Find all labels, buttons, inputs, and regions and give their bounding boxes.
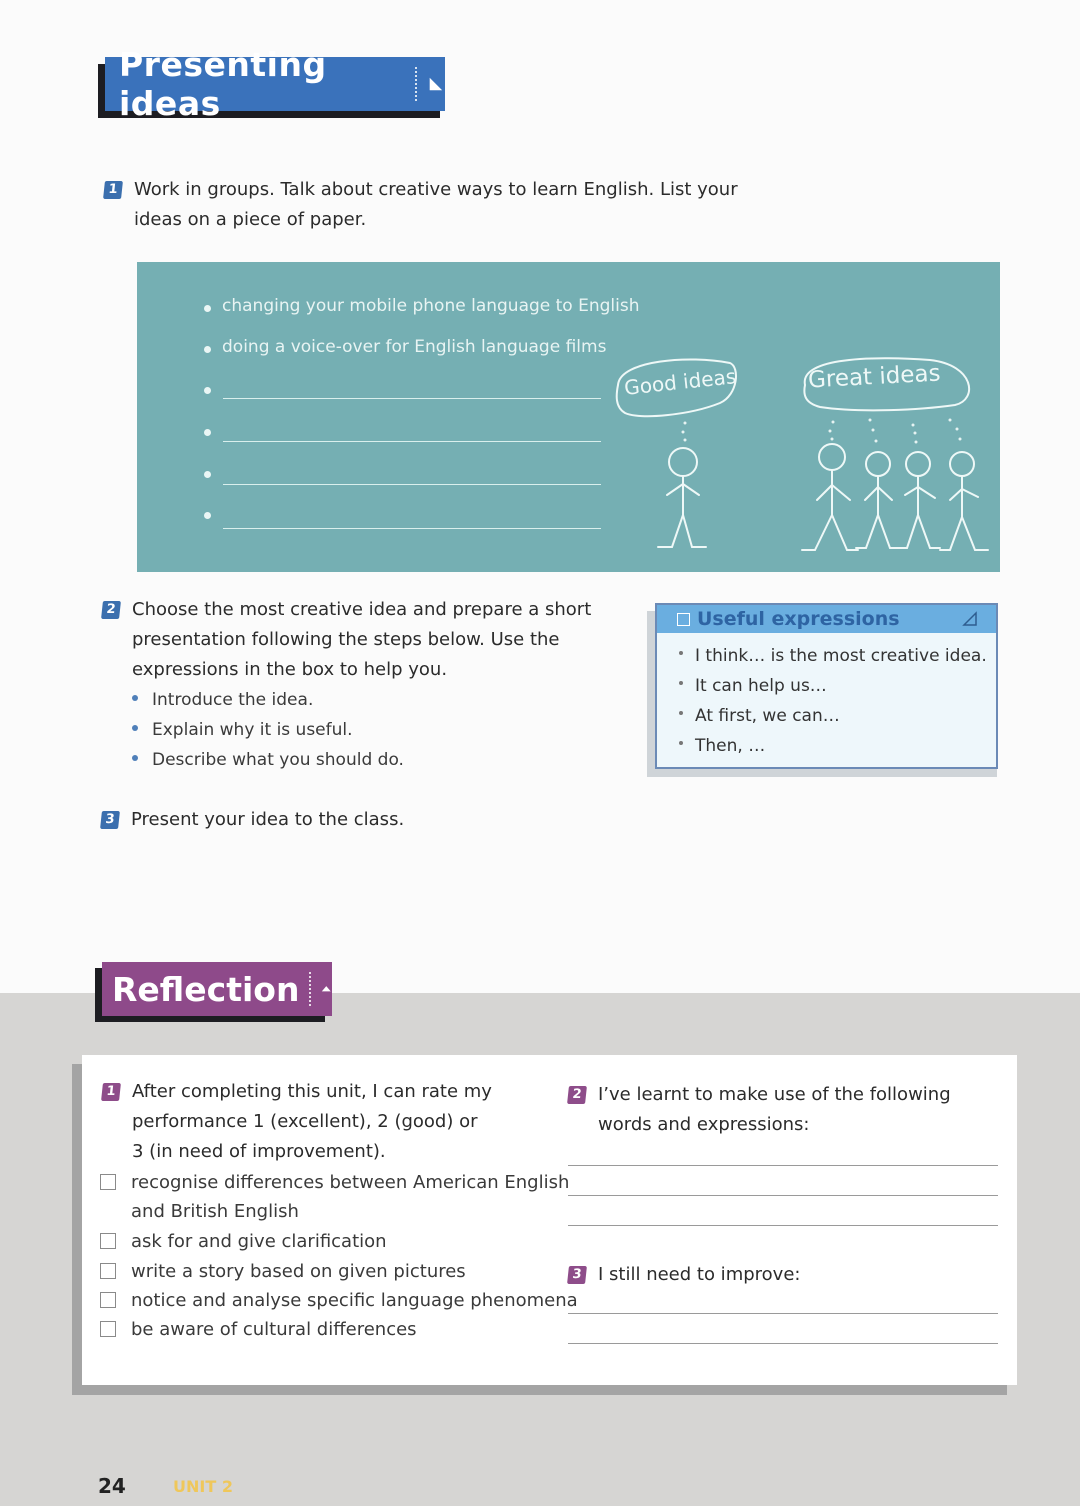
- bullet-dot: [132, 725, 138, 731]
- exercise-3: [104, 805, 631, 835]
- exercise-2-line: Choose the most creative idea and prepare a short: [132, 599, 592, 620]
- useful-expressions-box: [655, 603, 998, 769]
- reflection-question-1: [105, 1077, 552, 1167]
- exercise-2-line: presentation following the steps below. Use the: [132, 629, 560, 650]
- bullet-dot: [679, 711, 683, 715]
- presenting-ideas-banner: [105, 45, 445, 123]
- useful-expressions-title: Useful expressions: [697, 608, 900, 630]
- section-title: Reflection: [112, 969, 300, 1009]
- exercise-3-text: Present your idea to the class.: [131, 809, 405, 830]
- blank-answer-line[interactable]: [223, 398, 601, 399]
- square-icon: [677, 613, 690, 626]
- expression-item: [679, 731, 996, 761]
- exercise-1-line1: Work in groups. Talk about creative ways to learn English. List your: [134, 179, 738, 200]
- checklist-item[interactable]: [100, 1227, 387, 1256]
- checklist-label: notice and analyse specific language phenomena: [131, 1290, 578, 1311]
- question-number-badge: 1: [101, 1083, 121, 1101]
- question-1-line: After completing this unit, I can rate my: [132, 1081, 492, 1102]
- expression-item: [679, 701, 996, 731]
- bullet-dot: [204, 512, 211, 519]
- step-text: Explain why it is useful.: [152, 720, 353, 740]
- triangle-up-icon: [321, 980, 332, 998]
- reflection-question-3: [571, 1260, 998, 1290]
- question-1-line: 3 (in need of improvement).: [132, 1141, 386, 1162]
- blank-answer-line[interactable]: [223, 484, 601, 485]
- checklist-item[interactable]: [100, 1257, 466, 1286]
- expression-item: [679, 671, 996, 701]
- checklist-label: recognise differences between American English: [131, 1172, 570, 1193]
- bullet-dot: [204, 305, 211, 312]
- bubble-text-great: Great ideas: [807, 360, 942, 394]
- answer-line[interactable]: [568, 1225, 998, 1226]
- board-item: changing your mobile phone language to English: [222, 296, 640, 316]
- useful-expressions-header: [657, 605, 996, 633]
- exercise-1: [107, 175, 754, 235]
- exercise-1-line2: ideas on a piece of paper.: [134, 209, 367, 230]
- section-title: Presenting ideas: [119, 45, 327, 123]
- answer-line[interactable]: [568, 1313, 998, 1314]
- checklist-label: ask for and give clarification: [131, 1231, 387, 1252]
- triangle-corner-icon: [962, 611, 978, 627]
- blank-answer-line[interactable]: [223, 441, 601, 442]
- expression-text: Then, …: [695, 736, 766, 756]
- exercise-2-line: expressions in the box to help you.: [132, 659, 448, 680]
- question-3-text: I still need to improve:: [598, 1264, 801, 1285]
- board-item: doing a voice-over for English language films: [222, 337, 607, 357]
- answer-line[interactable]: [568, 1343, 998, 1344]
- checkbox[interactable]: [100, 1321, 116, 1337]
- banner-divider: [309, 972, 311, 1006]
- checklist-item[interactable]: [100, 1286, 578, 1315]
- triangle-corner-icon: [427, 74, 445, 94]
- checklist-item[interactable]: [100, 1168, 569, 1226]
- checklist-item[interactable]: [100, 1315, 417, 1344]
- page-number: 24: [98, 1474, 126, 1498]
- answer-line[interactable]: [568, 1195, 998, 1196]
- expression-text: At first, we can…: [695, 706, 840, 726]
- reflection-question-2: [571, 1080, 998, 1140]
- steps-list: [132, 685, 632, 775]
- step-item: [132, 745, 632, 775]
- step-item: [132, 685, 632, 715]
- banner-divider: [415, 67, 417, 101]
- reflection-banner: [102, 962, 332, 1016]
- thought-dots: [682, 419, 962, 444]
- checklist-label: and British English: [131, 1201, 299, 1222]
- blank-answer-line[interactable]: [223, 528, 601, 529]
- answer-line[interactable]: [568, 1165, 998, 1166]
- bullet-dot: [132, 755, 138, 761]
- question-2-line: I’ve learnt to make use of the following: [598, 1084, 951, 1105]
- exercise-number-badge: 3: [100, 811, 120, 829]
- stick-figure-group: [802, 444, 988, 550]
- checkbox[interactable]: [100, 1233, 116, 1249]
- checkbox[interactable]: [100, 1174, 116, 1190]
- question-number-badge: 3: [567, 1266, 587, 1284]
- exercise-number-badge: 1: [103, 181, 123, 199]
- bullet-dot: [132, 695, 138, 701]
- question-2-line: words and expressions:: [598, 1114, 810, 1135]
- bullet-dot: [679, 651, 683, 655]
- checkbox[interactable]: [100, 1292, 116, 1308]
- exercise-2: [105, 595, 632, 775]
- bullet-dot: [204, 387, 211, 394]
- bullet-dot: [204, 346, 211, 353]
- bullet-dot: [204, 429, 211, 436]
- useful-expressions-list: [657, 633, 996, 761]
- expression-text: It can help us…: [695, 676, 827, 696]
- expression-item: [679, 641, 996, 671]
- step-text: Introduce the idea.: [152, 690, 314, 710]
- bullet-dot: [679, 681, 683, 685]
- checkbox[interactable]: [100, 1263, 116, 1279]
- bullet-dot: [204, 471, 211, 478]
- expression-text: I think… is the most creative idea.: [695, 646, 987, 666]
- step-text: Describe what you should do.: [152, 750, 404, 770]
- bubble-text-good: Good ideas: [623, 364, 738, 400]
- checklist-label: write a story based on given pictures: [131, 1261, 466, 1282]
- unit-label: UNIT 2: [173, 1477, 233, 1496]
- step-item: [132, 715, 632, 745]
- checklist-label: be aware of cultural differences: [131, 1319, 417, 1340]
- stick-figure-single: [658, 448, 706, 547]
- question-number-badge: 2: [567, 1086, 587, 1104]
- question-1-line: performance 1 (excellent), 2 (good) or: [132, 1111, 478, 1132]
- exercise-number-badge: 2: [101, 601, 121, 619]
- bullet-dot: [679, 741, 683, 745]
